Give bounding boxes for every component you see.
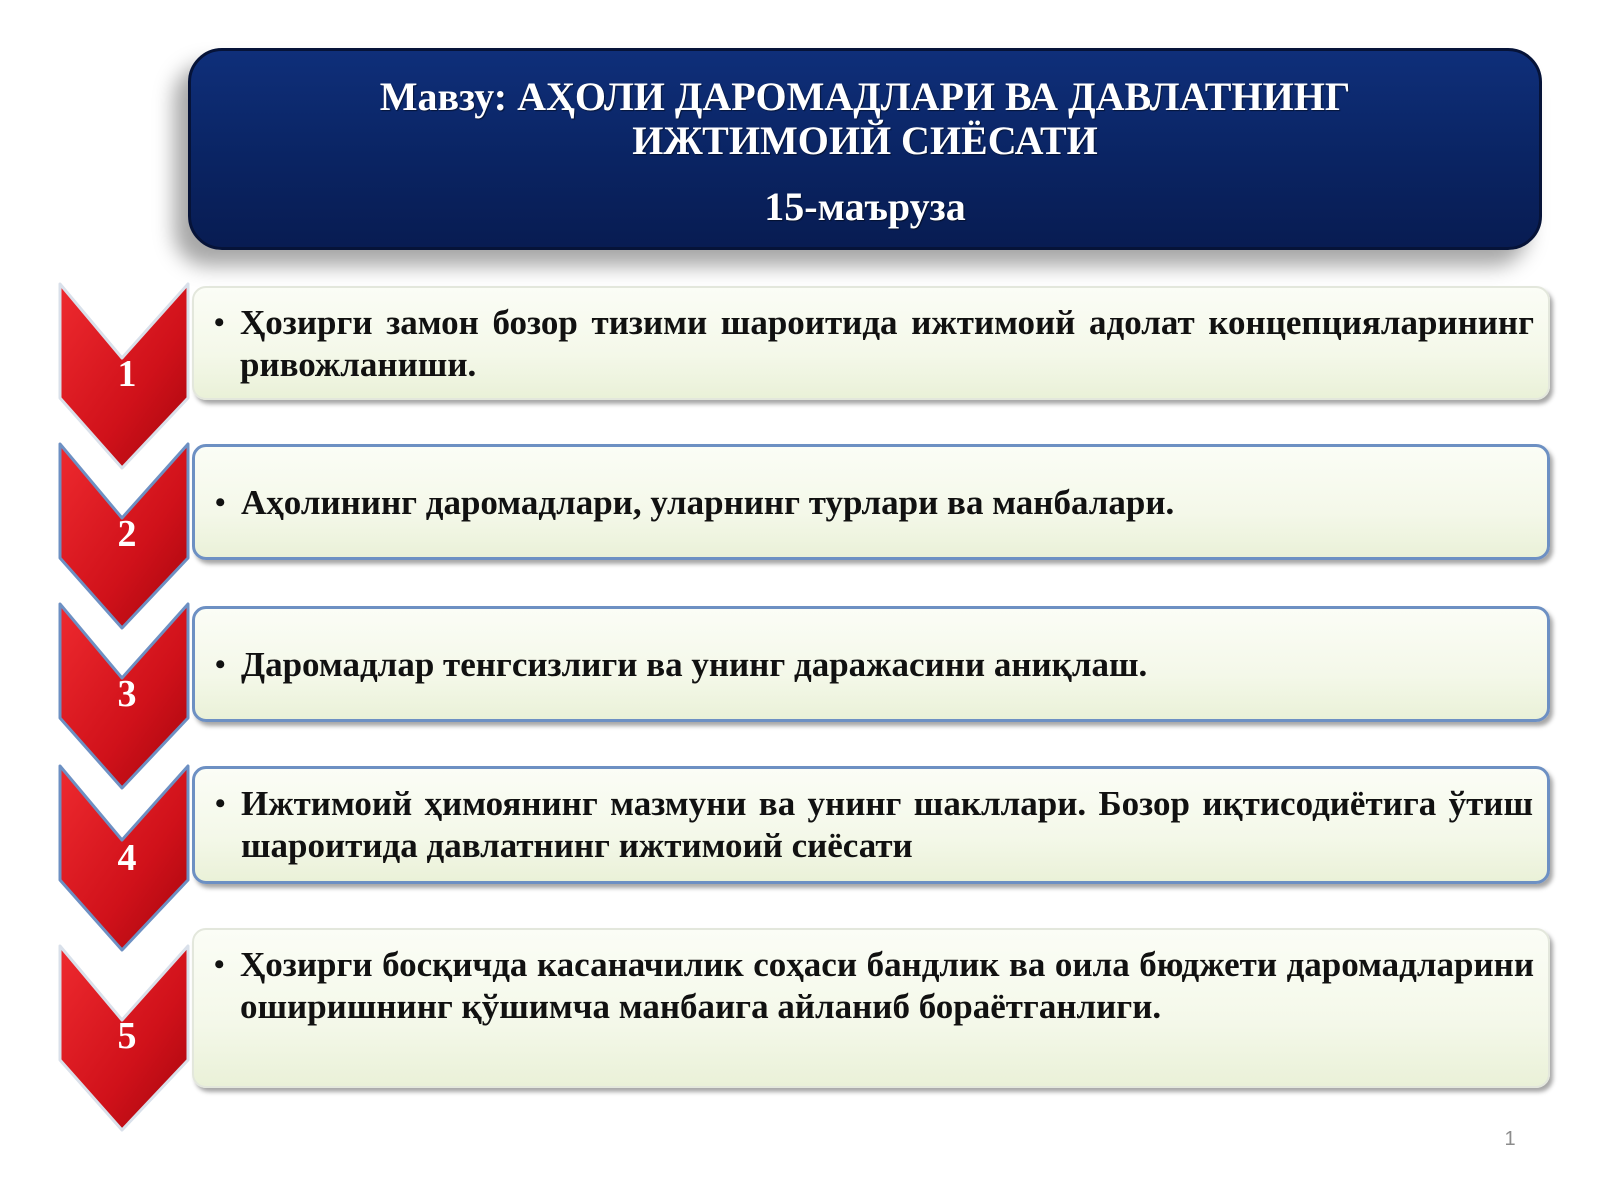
step-number-3: 3 xyxy=(117,673,137,715)
item-content-4 xyxy=(215,783,1533,867)
item-text-3: Даромадлар тенгсизлиги ва унинг даражасини аниқлаш. xyxy=(241,645,1148,684)
slide-page-number: 1 xyxy=(1504,1128,1516,1150)
chevron-step-5 xyxy=(60,946,194,1130)
item-text-4: Ижтимоий ҳимоянинг мазмуни ва унинг шакллари. Бозор иқтисодиётига ўтиш шароитида давлатнинг ижтимоий сиёсати xyxy=(241,784,1533,865)
step-number-1: 1 xyxy=(117,353,137,395)
item-content-5 xyxy=(214,944,1534,1028)
bullet-icon: • xyxy=(214,948,225,981)
step-number-2: 2 xyxy=(117,513,137,555)
item-text-2: Аҳолининг даромадлари, уларнинг турлари ва манбалари. xyxy=(241,483,1175,522)
title-box xyxy=(188,48,1542,250)
item-box-2 xyxy=(192,444,1550,560)
chevron-step-1 xyxy=(60,284,194,468)
chevron-step-2 xyxy=(60,444,194,628)
item-text-5: Ҳозирги босқичда касаначилик соҳаси бандлик ва оила бюджети даромадларини оширишнинг қўшимча манбаига айланиб бораётганлиги. xyxy=(240,945,1534,1026)
step-number-4: 4 xyxy=(117,837,137,879)
item-box-5 xyxy=(192,928,1550,1088)
bullet-icon: • xyxy=(215,648,226,681)
item-box-3 xyxy=(192,606,1550,722)
bullet-icon: • xyxy=(215,486,226,519)
title-line-1: Мавзу: АҲОЛИ ДАРОМАДЛАРИ ВА ДАВЛАТНИНГ xyxy=(379,74,1351,119)
bullet-icon: • xyxy=(214,306,225,339)
chevron-step-3 xyxy=(60,604,194,788)
item-content-1 xyxy=(214,302,1534,386)
item-box-4 xyxy=(192,766,1550,884)
bullet-icon: • xyxy=(215,787,226,820)
title-line-2: ИЖТИМОИЙ СИЁСАТИ xyxy=(632,118,1098,163)
item-content-2 xyxy=(215,482,1533,524)
chevron-step-4 xyxy=(60,766,194,950)
lecture-number: 15-маъруза xyxy=(764,184,966,229)
item-box-1 xyxy=(192,286,1550,400)
item-content-3 xyxy=(215,644,1533,686)
step-number-5: 5 xyxy=(117,1015,137,1057)
item-text-1: Ҳозирги замон бозор тизими шароитида ижтимоий адолат концепцияларининг ривожланиши. xyxy=(240,303,1534,384)
